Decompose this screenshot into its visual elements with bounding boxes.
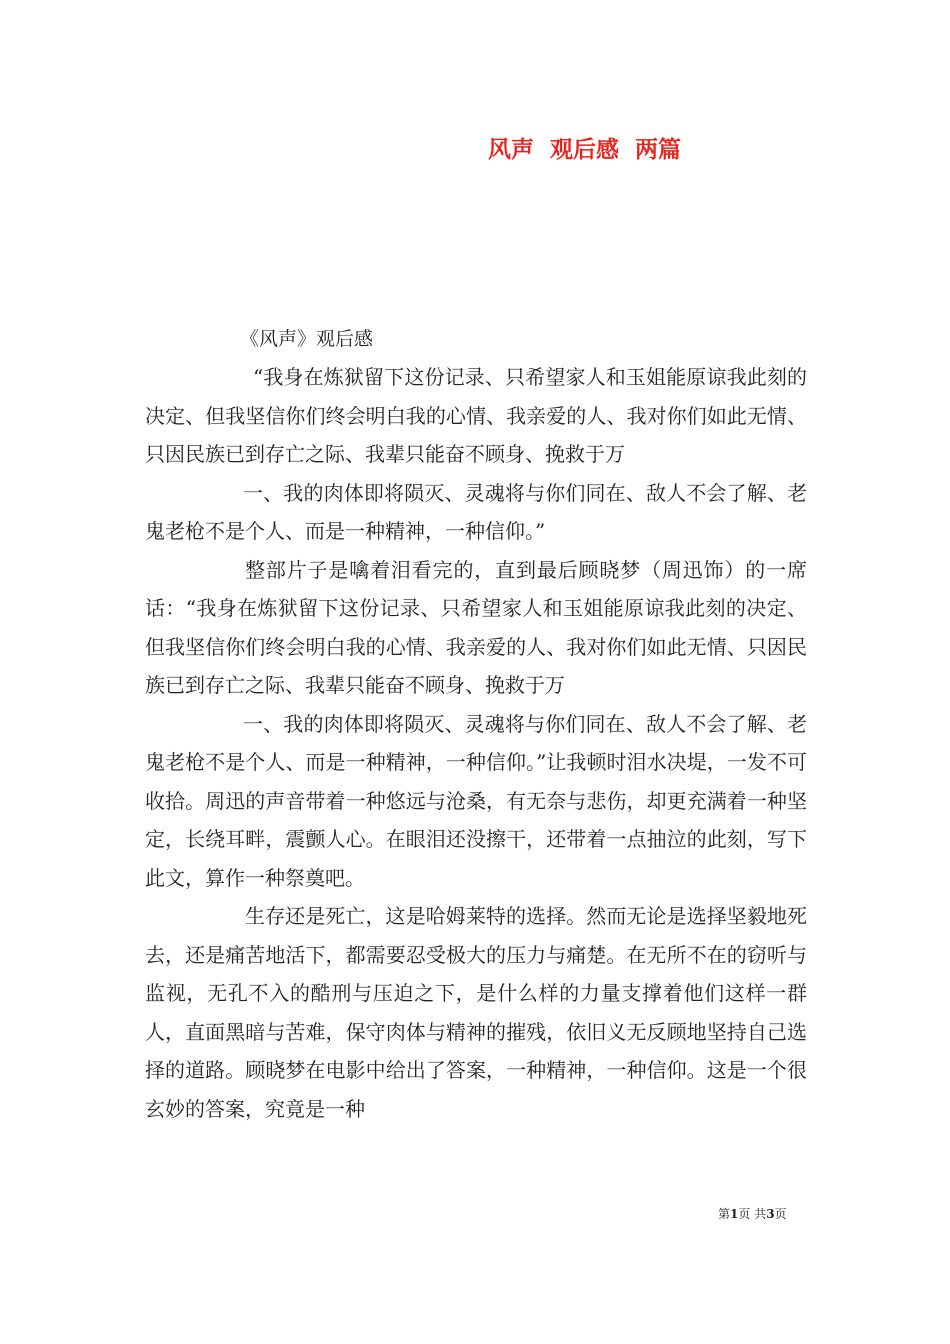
section-subtitle: 《风声》观后感 bbox=[240, 328, 374, 350]
body-paragraph: 整部片子是噙着泪看完的，直到最后顾晓梦（周迅饰）的一席话：“我身在炼狱留下这份记录、只希望家人和玉姐能原谅我此刻的决定、但我坚信你们终会明白我的心情、我亲爱的人、我对你们如此无情、只因民族已到存亡之际、我辈只能奋不顾身、挽救于万 bbox=[145, 557, 807, 697]
body-paragraph: 一、我的肉体即将陨灭、灵魂将与你们同在、敌人不会了解、老鬼老枪不是个人、而是一种精神，一种信仰。” bbox=[145, 480, 807, 543]
page-footer bbox=[718, 1205, 787, 1223]
footer-total-pages: 3 bbox=[766, 1207, 775, 1221]
footer-suffix: 页 bbox=[774, 1207, 787, 1221]
document-title: 风声 观后感 两篇 bbox=[488, 137, 682, 163]
body-paragraph: 生存还是死亡，这是哈姆莱特的选择。然而无论是选择坚毅地死去，还是痛苦地活下，都需要忍受极大的压力与痛楚。在无所不在的窃听与监视，无孔不入的酷刑与压迫之下，是什么样的力量支撑着他们这样一群人，直面黑暗与苦难，保守肉体与精神的摧残，依旧义无反顾地坚持自己选择的道路。顾晓梦在电影中给出了答案，一种精神，一种信仰。这是一个很玄妙的答案，究竟是一种 bbox=[145, 904, 807, 1121]
document-body bbox=[145, 358, 807, 1128]
body-paragraph: “我身在炼狱留下这份记录、只希望家人和玉姐能原谅我此刻的决定、但我坚信你们终会明白我的心情、我亲爱的人、我对你们如此无情、只因民族已到存亡之际、我辈只能奋不顾身、挽救于万 bbox=[145, 365, 807, 466]
footer-middle: 页 共 bbox=[738, 1207, 767, 1221]
body-paragraph: 一、我的肉体即将陨灭、灵魂将与你们同在、敌人不会了解、老鬼老枪不是个人、而是一种精神，一种信仰。”让我顿时泪水决堤，一发不可收拾。周迅的声音带着一种悠远与沧桑，有无奈与悲伤，却更充满着一种坚定，长绕耳畔，震颤人心。在眼泪还没擦干，还带着一点抽泣的此刻，写下此文，算作一种祭奠吧。 bbox=[145, 711, 807, 890]
footer-page-number: 1 bbox=[730, 1207, 739, 1221]
footer-prefix: 第 bbox=[718, 1207, 731, 1221]
